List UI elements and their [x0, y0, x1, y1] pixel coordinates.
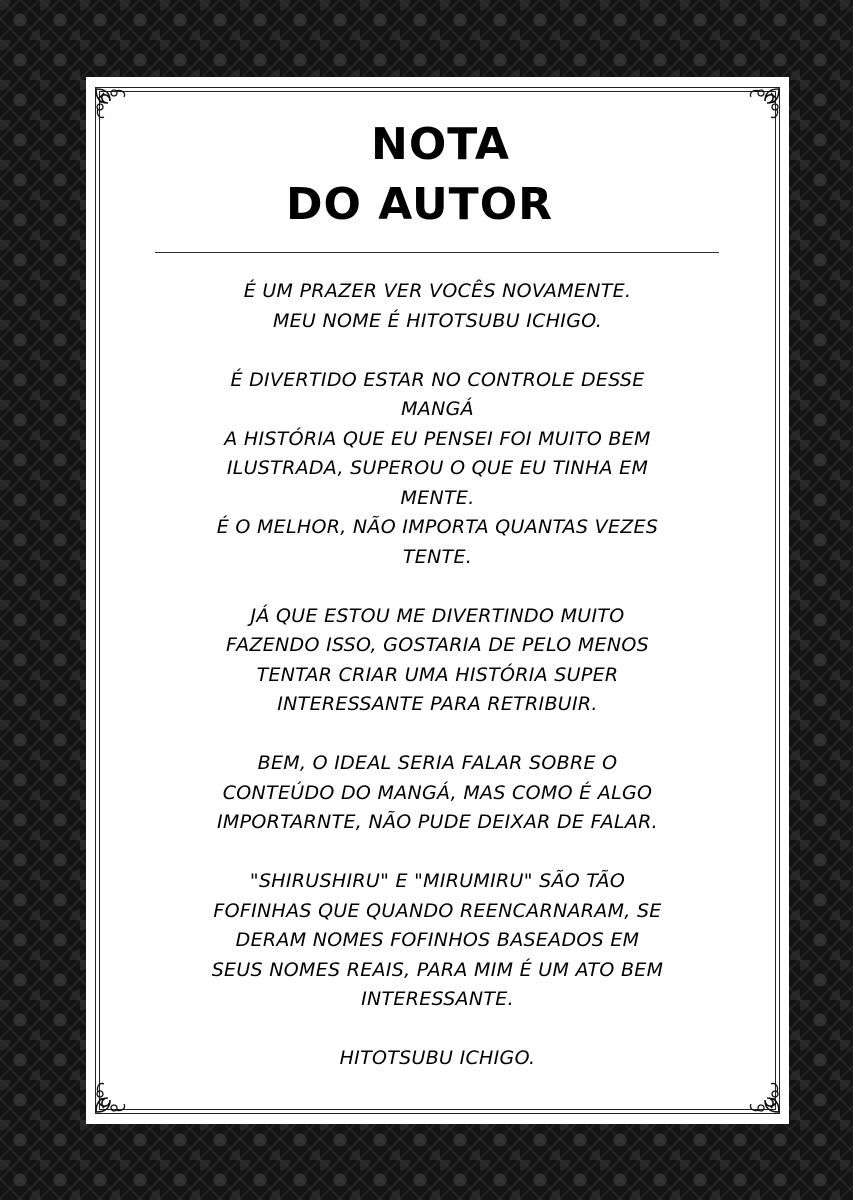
- text-line: BEM, O IDEAL SERIA FALAR SOBRE O: [257, 752, 618, 774]
- title-line-1: NOTA: [371, 119, 510, 170]
- page-title: [86, 115, 789, 235]
- text-line: A HISTÓRIA QUE EU PENSEI FOI MUITO BEM: [224, 427, 651, 450]
- note-body: [146, 277, 729, 1103]
- text-line: MEU NOME É HITOTSUBU ICHIGO.: [272, 309, 603, 332]
- text-line: ILUSTRADA, SUPEROU O QUE EU TINHA EM: [226, 457, 649, 479]
- note-page: [86, 77, 789, 1124]
- text-line: TENTE.: [402, 545, 473, 568]
- text-line: É UM PRAZER VER VOCÊS NOVAMENTE.: [243, 280, 632, 302]
- author-signature: HITOTSUBU ICHIGO.: [339, 1047, 536, 1069]
- text-line: "SHIRUSHIRU" E "MIRUMIRU" SÃO TÃO: [249, 870, 626, 892]
- text-line: FOFINHAS QUE QUANDO REENCARNARAM, SE: [213, 899, 662, 922]
- paragraph-retribute: [146, 602, 729, 720]
- text-line: TENTAR CRIAR UMA HISTÓRIA SUPER: [256, 663, 619, 686]
- text-line: CONTEÚDO DO MANGÁ, MAS COMO É ALGO: [222, 781, 653, 804]
- text-line: É DIVERTIDO ESTAR NO CONTROLE DESSE: [230, 368, 645, 391]
- paragraph-content: [146, 749, 729, 838]
- paragraph-names: [146, 867, 729, 1015]
- text-line: INTERESSANTE.: [361, 988, 514, 1010]
- paragraph-fun: [146, 366, 729, 573]
- text-line: DERAM NOMES FOFINHOS BASEADOS EM: [235, 929, 640, 951]
- paragraph-greeting: [146, 277, 729, 336]
- text-line: É O MELHOR, NÃO IMPORTA QUANTAS VEZES: [216, 516, 659, 538]
- flourish-corner-icon: [92, 1076, 132, 1116]
- title-line-2: DO AUTOR: [286, 179, 553, 230]
- text-line: SEUS NOMES REAIS, PARA MIM É UM ATO BEM: [211, 958, 664, 981]
- paragraph-signature: [146, 1044, 729, 1074]
- text-line: INTERESSANTE PARA RETRIBUIR.: [277, 693, 598, 715]
- flourish-corner-icon: [743, 1076, 783, 1116]
- text-line: MANGÁ: [401, 398, 474, 420]
- text-line: MENTE.: [400, 486, 475, 509]
- text-line: FAZENDO ISSO, GOSTARIA DE PELO MENOS: [226, 634, 649, 656]
- text-line: IMPORTARNTE, NÃO PUDE DEIXAR DE FALAR.: [216, 811, 659, 833]
- title-divider: [155, 252, 719, 253]
- text-line: JÁ QUE ESTOU ME DIVERTINDO MUITO: [250, 604, 625, 627]
